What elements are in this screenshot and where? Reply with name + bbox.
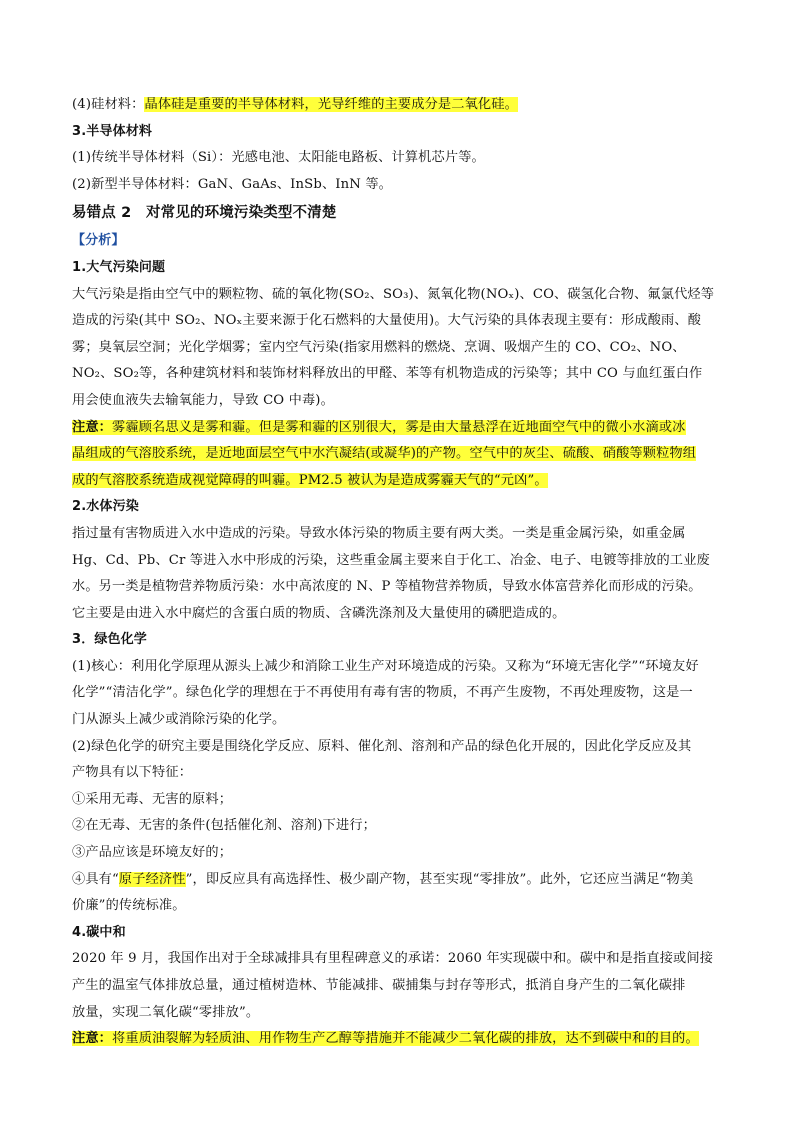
list-item-1: ①采用无毒、无害的原料； <box>72 791 233 807</box>
note-label: 注意： <box>72 419 113 435</box>
text-green-core-2: 化学”“清洁化学”。绿色化学的理想在于不再使用有毒有害的物质，不再产生废物，不再处理废物，这是一 <box>72 685 693 701</box>
note-carbon-text: 将重质油裂解为轻质油、用作物生产乙醇等措施并不能减少二氧化碳的排放，达不到碳中和的目的。 <box>112 1031 699 1047</box>
note-smog-2 <box>72 441 732 468</box>
note-smog-3 <box>72 468 732 495</box>
list-item-3: ③产品应该是环境友好的； <box>72 845 233 861</box>
note-smog-text-1: 雾霾顾名思义是雾和霾。但是雾和霾的区别很大，雾是由大量悬浮在近地面空气中的微小水滴或冰 <box>112 419 686 435</box>
note-smog-1 <box>72 415 732 442</box>
text-water-pollution-1: 指过量有害物质进入水中造成的污染。导致水体污染的物质主要有两大类。一类是重金属污染，如重金属 <box>72 525 686 541</box>
list-item-4-cont: 价廉”的传统标准。 <box>72 898 186 914</box>
text-water-pollution-4: 它主要是由进入水中腐烂的含蛋白质的物质、含磷洗涤剂及大量使用的磷肥造成的。 <box>72 605 566 621</box>
text-new-semiconductor: (2)新型半导体材料：GaN、GaAs、InSb、InN 等。 <box>72 176 393 192</box>
text-green-research-1: (2)绿色化学的研究主要是围绕化学反应、原料、催化剂、溶剂和产品的绿色化开展的，因此化学反应及其 <box>72 738 692 754</box>
heading-water-pollution: 2.水体污染 <box>72 499 139 515</box>
note-label-carbon: 注意： <box>72 1031 113 1047</box>
analysis-label: 【分析】 <box>72 233 125 249</box>
document-page <box>72 92 732 1053</box>
heading-green-chemistry: 3．绿色化学 <box>72 632 147 648</box>
text-carbon-3: 放量，实现二氧化碳“零排放”。 <box>72 1004 260 1020</box>
text-water-pollution-3: 水。另一类是植物营养物质污染：水中高浓度的 N、P 等植物营养物质，导致水体富营养化而形成的污染。 <box>72 579 702 595</box>
note-carbon <box>72 1026 732 1053</box>
list-item-4-rest: ”，即反应具有高选择性、极少副产物，甚至实现“零排放”。此外，它还应当满足“物美 <box>185 871 694 887</box>
text-air-pollution-1: 大气污染是指由空气中的颗粒物、硫的氧化物(SO₂、SO₃)、氮氧化物(NOₓ)、CO、碳氢化合物、氟氯代烃等 <box>72 286 715 302</box>
text-green-core-3: 门从源头上减少或消除污染的化学。 <box>72 712 286 728</box>
list-item-4-start: ④具有“ <box>72 871 119 887</box>
heading-air-pollution: 1.大气污染问题 <box>72 259 166 275</box>
highlighted-silicon-text: 晶体硅是重要的半导体材料，光导纤维的主要成分是二氧化硅。 <box>144 97 518 112</box>
heading-semiconductor: 3.半导体材料 <box>72 123 153 139</box>
text-carbon-1: 2020 年 9 月，我国作出对于全球减排具有里程碑意义的承诺：2060 年实现碳中和。碳中和是指直接或间接 <box>72 951 714 967</box>
note-smog-text-2: 晶组成的气溶胶系统，是近地面层空气中水汽凝结(或凝华)的产物。空气中的灰尘、硫酸、硝酸等颗粒物组 <box>72 446 697 462</box>
text-air-pollution-4: NO₂、SO₂等，各种建筑材料和装饰材料释放出的甲醛、苯等有机物造成的污染等；其中 CO 与血红蛋白作 <box>72 366 703 382</box>
note-smog-text-3: 成的气溶胶系统造成视觉障碍的叫霾。PM2.5 被认为是造成雾霾天气的“元凶”。 <box>72 472 548 488</box>
text-green-core-1: (1)核心：利用化学原理从源头上减少和消除工业生产对环境造成的污染。又称为“环境无害化学”“环境友好 <box>72 658 699 674</box>
heading-error-point-2: 易错点 2 对常见的环境污染类型不清楚 <box>72 205 337 222</box>
text-carbon-2: 产生的温室气体排放总量，通过植树造林、节能减排、碳捕集与封存等形式，抵消自身产生的二氧化碳排 <box>72 978 686 993</box>
text-green-research-2: 产物具有以下特征： <box>72 765 193 781</box>
list-item-2: ②在无毒、无害的条件(包括催化剂、溶剂)下进行； <box>72 818 377 834</box>
heading-carbon-neutral: 4.碳中和 <box>72 924 126 940</box>
text-air-pollution-3: 雾；臭氧层空洞；光化学烟雾；室内空气污染(指家用燃料的燃烧、烹调、吸烟产生的 CO、CO₂、NO、 <box>72 339 686 355</box>
text-air-pollution-2: 造成的污染(其中 SO₂、NOₓ主要来源于化石燃料的大量使用)。大气污染的具体表现主要有：形成酸雨、酸 <box>72 313 702 329</box>
text-air-pollution-5: 用会使血液失去输氧能力，导致 CO 中毒)。 <box>72 392 334 408</box>
highlight-atom-economy: 原子经济性 <box>118 871 186 887</box>
paragraph-silicon-material <box>72 92 732 119</box>
text-water-pollution-2: Hg、Cd、Pb、Cr 等进入水中形成的污染，这些重金属主要来自于化工、冶金、电子、电镀等排放的工业废 <box>72 552 710 568</box>
text-traditional-semiconductor: (1)传统半导体材料（Si）：光感电池、太阳能电路板、计算机芯片等。 <box>72 150 485 166</box>
label-silicon: (4)硅材料： <box>72 97 145 112</box>
list-item-4 <box>72 867 732 894</box>
